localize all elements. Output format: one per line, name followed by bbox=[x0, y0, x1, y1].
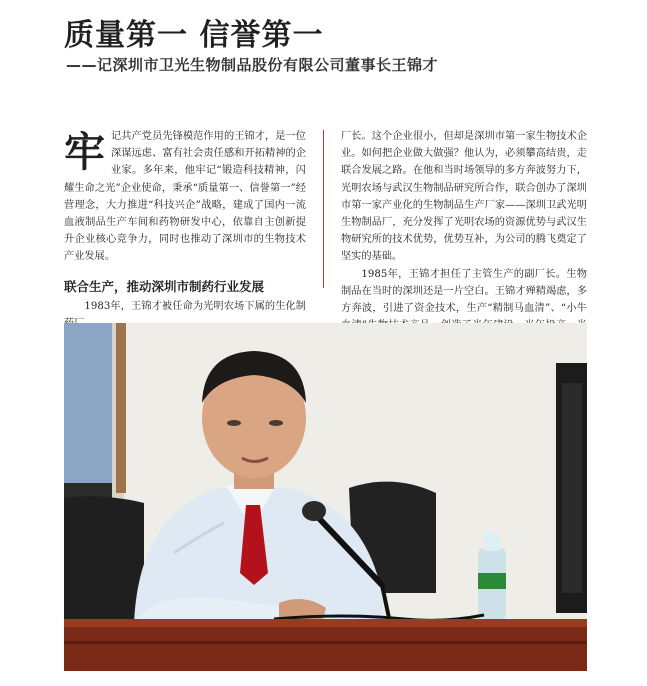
paragraph-intro: 记共产党员先锋模范作用的王锦才，是一位深谋远虑、富有社会责任感和开拓精神的企业家。多年来，他牢记“锻造科技精神，闪耀生命之光”企业使命，秉承“质量第一、信誉第一”经营理念，大力推进“科技兴企”战略，建成了国内一流血液制品生产车间和药物研发中心，依靠自主创新提升企业核心竞争力，同时也推动了深圳市的生物技术产业发展。 bbox=[64, 131, 306, 263]
paragraph-continuation: 厂长。这个企业很小，但却是深圳市第一家生物技术企业。如何把企业做大做强？他认为，必须攀高结贵，走联合发展之路。在他和当时场领导的多方奔波努力下，光明农场与武汉生物制品研究所合作，联合创办了深圳市第一家产业化的生物制品生产厂家——深圳卫武光明生物制品厂，充分发挥了光明农场的资源优势与武汉生物研究所的技术优势，优势互补，为公司的腾飞奠定了坚实的基础。 bbox=[341, 131, 587, 263]
column-divider bbox=[323, 130, 324, 288]
photo-illustration bbox=[64, 323, 587, 671]
text-column-right bbox=[341, 128, 587, 352]
paragraph-1985: 1985年，王锦才担任了主管生产的副厂长。生物制品在当时的深圳还是一片空白。王锦才殚精竭虑，多方奔波，引进了资金技术，生产“精制马血清”、“小牛 bbox=[341, 268, 587, 315]
text-column-left bbox=[64, 128, 306, 332]
page-title: 质量第一 信誉第一 bbox=[64, 18, 324, 53]
speaker-photo bbox=[64, 323, 587, 671]
paragraph-1983: 1983年，王锦才被任命为光明农场下属的生化制 bbox=[84, 300, 306, 312]
section-heading: 联合生产，推动深圳市制药行业发展 bbox=[64, 278, 265, 294]
drop-cap: 牢 bbox=[64, 128, 105, 176]
page-subtitle: ——记深圳市卫光生物制品股份有限公司董事长王锦才 bbox=[66, 56, 439, 74]
